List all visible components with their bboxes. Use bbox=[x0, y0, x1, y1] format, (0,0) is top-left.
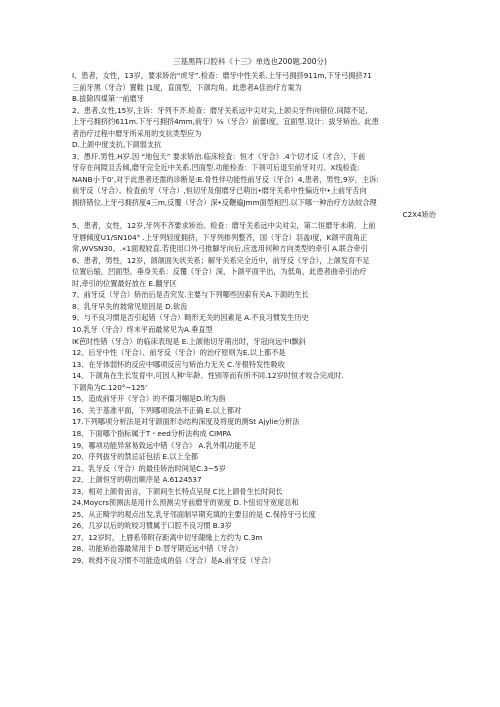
document-line: 者治疗过程中磨牙所采用的支抗类型应为 bbox=[72, 128, 202, 138]
document-line: 22、上颌恒牙的萌出顺序是 A.6124537 bbox=[72, 475, 202, 485]
document-line: 下颌角为C.120°~125' bbox=[72, 382, 148, 392]
document-line: 21、乳牙反（牙合）的最佳矫治时间是C.3~5岁 bbox=[72, 463, 226, 473]
document-line: 20、序列拔牙的禁忌证包括 E.以上全都 bbox=[72, 452, 199, 462]
document-line: I、患者，女性，13岁，要求矫治“虎牙”.检查：磨牙中性关系.上牙弓拥挤911m,下牙弓拥挤71 bbox=[72, 71, 372, 80]
document-line: 14、下颌角在生长发育中,可因人种'年龄、性别等而有所不同.12岁时恒才咬合完成时. bbox=[72, 371, 344, 381]
document-line: 27、12岁时，上唇系带附存距离中切牙龈缘上方约为 C.3m bbox=[72, 532, 263, 542]
document-line: 24,Moycrs预测法是用什么预测尖牙前磨牙的宽度 D.卜忸切牙宽度总和 bbox=[72, 498, 299, 508]
document-line: 牙存在间隙且舌倾,磨牙完全近中关系.凹面型.功能检查：下领可后退至前牙对刃。X线检査: bbox=[72, 163, 360, 173]
document-line: 拥挤错位.上牙弓拥挤度4三m,反覆（牙合）深•反鞭遍Jmm面型相凹.以下哪一种治疗方法较合理 bbox=[72, 198, 377, 208]
document-line: 上牙弓拥挤约611m.下牙弓拥挤4mm,前牙）⅛（牙合）前蕾I度，宜面型.设计：拔牙矫治。此患 bbox=[72, 117, 379, 127]
document-line: IK芭时性错（牙合）的临床表现是 E.上颌他切牙萌出时，牙冠向远中I飘斜 bbox=[72, 336, 306, 346]
question-list bbox=[72, 70, 442, 567]
document-line: 19、哪项功能异常易致远中错《牙合》 A.乳外肌功能不足 bbox=[72, 440, 256, 450]
document-line: 2、患者,女性,15岁,主诉：牙列不齐.检查：磨牙关系远中尖对尖,上颌尖牙件向错位.间隙不足, bbox=[72, 105, 368, 115]
document-line: 3、愚玕.男性.H岁.因 “地包天” 要求矫治.临床检査：恒才《牙合》.4个切才反（才合），下前 bbox=[72, 151, 366, 161]
document-line: C2X4矫治 bbox=[402, 209, 436, 219]
document-line: 7、前牙反（牙合）矫治后是否究发.主要与下列哪些因索有关A.下颌的生长 bbox=[72, 290, 309, 300]
document-line: NANB小于0’,对于此患者还需的诊断是:E.骨性伴功能性前牙反（牙合）4,患者，男性,9岁，主诉: bbox=[72, 174, 379, 184]
document-line: 10.乳牙（牙合）终末平而最常见为A.垂直型 bbox=[72, 325, 213, 335]
document-line: 三前牙黑（牙合）置鞋 |1度，直面型，下颌均角。此患者A佳治疗方案为 bbox=[72, 82, 302, 92]
document-line: 6、患者，男性，12岁，颌颌面矢状关系；解牙关系完全近中，前牙反《牙合），上颌发育不足 bbox=[72, 255, 370, 265]
document-line: 15、造成前牙开《牙合）的不僵习帼是D.吮为指 bbox=[72, 394, 226, 404]
document-title: 三基黑阵口腔科《十三》单选也200题.200分) bbox=[173, 57, 327, 66]
document-line: D.上颌中度支抗,下颌弱支抗 bbox=[72, 140, 162, 150]
document-line: 29、吮拇不良习惯不可能造成的倍（牙合）是A.前牙反（牙合） bbox=[72, 555, 276, 565]
document-line: 5、患者，女性，12岁,牙列不齐要求矫治。检查：磨牙关系远中尖对尖，第二恒磨牙未萌．上前 bbox=[72, 221, 376, 231]
document-line: 8、乳牙早失的坡常见原因是 D.欲齿 bbox=[72, 301, 188, 311]
document-line: 17.下列哪项分析法是对牙颌面形态结构深度及将度的测St Ajylie分析法 bbox=[72, 417, 300, 427]
document-line: 16、关于基准平面，下列哪项说法不正确 E.以上都对 bbox=[72, 405, 242, 415]
document-line: 位置后缩，凹面型。垂身关系：反覆《牙合）深，卜颌平面平出，为低角，此患者曲牵引治疗 bbox=[72, 267, 367, 277]
document-line: 时,牵引的位置最好放在 E.翻牙区 bbox=[72, 278, 177, 288]
document-line: 18、下面哪个指标属于T・eed分析法构成 CIMPA bbox=[72, 428, 232, 438]
document-line: 常,WVSN30。.«1面观较直.若使用口外弓推脚牙向后,应选用何种方向类型的牵引 A.联合牵引 bbox=[72, 244, 368, 254]
document-line: 13、在牙体弱怀的反应中哪项反应与矫治力无关 C.牙根特发性吸收 bbox=[72, 359, 285, 369]
document-line: 23、相对上颌骨而言，下颌间生长特点呈现 C比上颌骨生长时间长 bbox=[72, 486, 283, 496]
document-line: 牙唇倾度U1/SN104° .上牙列轻度拥挤，下牙列排列整齐，国（牙合）羽盖I度，K颌平面角正 bbox=[72, 232, 368, 242]
document-line: B.拔除四煤第一前磨牙 bbox=[72, 94, 144, 104]
document-line: 前牙反（牙合）。检査前牙（牙合）,恒切牙及佃磨牙已萌出•磨牙关系中性偏近中•上前牙舌向 bbox=[72, 186, 367, 196]
document-line: 28、功能矫治器最常用于 D.替牙期近远中错（牙合） bbox=[72, 544, 243, 554]
document-line: 25、从正畸学的观点出发,乳牙邻面制早期充填的主要目的是 C.保持牙弓长度 bbox=[72, 509, 316, 519]
document-line: 12、后牙中性（牙合）、前牙反（牙合）的治疗原则为E.以上都不是 bbox=[72, 348, 286, 358]
document-line: 9、与不良习惯是否引起错（牙合）畸形无关的因素是 A.不良习惯发生历史 bbox=[72, 313, 309, 323]
document-line: 26、几岁以后的吮咬习惯属于口腔不良习惯 B.3岁 bbox=[72, 521, 232, 531]
